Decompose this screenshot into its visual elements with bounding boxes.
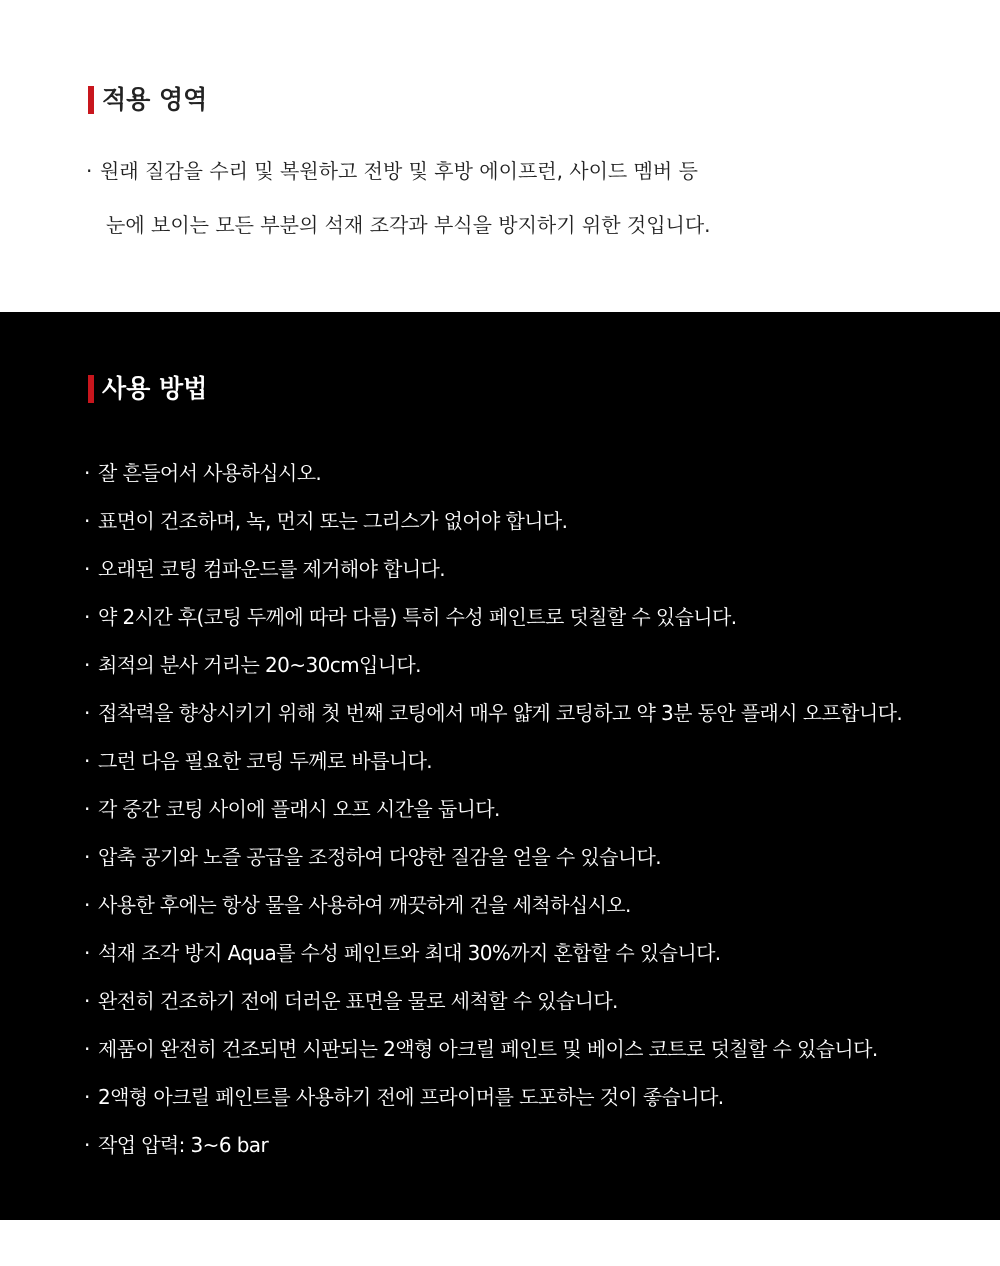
list-item: · 제품이 완전히 건조되면 시판되는 2액형 아크릴 페인트 및 베이스 코트로 덧칠할 수 있습니다. [84, 1037, 878, 1061]
scope-section [0, 0, 1000, 312]
scope-line-1: · 원래 질감을 수리 및 복원하고 전방 및 후방 에이프런, 사이드 멤버 등 [86, 159, 698, 183]
usage-heading [88, 374, 207, 404]
list-item: · 약 2시간 후(코팅 두께에 따라 다름) 특히 수성 페인트로 덧칠할 수 있습니다. [84, 605, 737, 629]
list-item: · 석재 조각 방지 Aqua를 수성 페인트와 최대 30%까지 혼합할 수 있습니다. [84, 941, 721, 965]
bottom-margin [0, 1220, 1000, 1266]
list-item: · 작업 압력: 3~6 bar [84, 1133, 269, 1157]
list-item: · 2액형 아크릴 페인트를 사용하기 전에 프라이머를 도포하는 것이 좋습니다. [84, 1085, 724, 1109]
list-item: · 표면이 건조하며, 녹, 먼지 또는 그리스가 없어야 합니다. [84, 509, 568, 533]
list-item: · 그런 다음 필요한 코팅 두께로 바릅니다. [84, 749, 433, 773]
list-item: · 압축 공기와 노즐 공급을 조정하여 다양한 질감을 얻을 수 있습니다. [84, 845, 662, 869]
usage-title: 사용 방법 [102, 374, 208, 403]
scope-title: 적용 영역 [102, 85, 208, 114]
accent-bar [88, 86, 94, 114]
scope-heading [88, 85, 207, 115]
accent-bar [88, 375, 94, 403]
list-item: · 오래된 코팅 컴파운드를 제거해야 합니다. [84, 557, 446, 581]
list-item: · 사용한 후에는 항상 물을 사용하여 깨끗하게 건을 세척하십시오. [84, 893, 631, 917]
list-item: · 최적의 분사 거리는 20~30cm입니다. [84, 653, 421, 677]
list-item: · 각 중간 코팅 사이에 플래시 오프 시간을 둡니다. [84, 797, 500, 821]
scope-line-2: 눈에 보이는 모든 부분의 석재 조각과 부식을 방지하기 위한 것입니다. [106, 213, 711, 237]
usage-list [84, 458, 902, 1178]
scope-description [86, 156, 711, 240]
list-item: · 접착력을 향상시키기 위해 첫 번째 코팅에서 매우 얇게 코팅하고 약 3분 동안 플래시 오프합니다. [84, 701, 903, 725]
list-item: · 잘 흔들어서 사용하십시오. [84, 461, 322, 485]
list-item: · 완전히 건조하기 전에 더러운 표면을 물로 세척할 수 있습니다. [84, 989, 618, 1013]
